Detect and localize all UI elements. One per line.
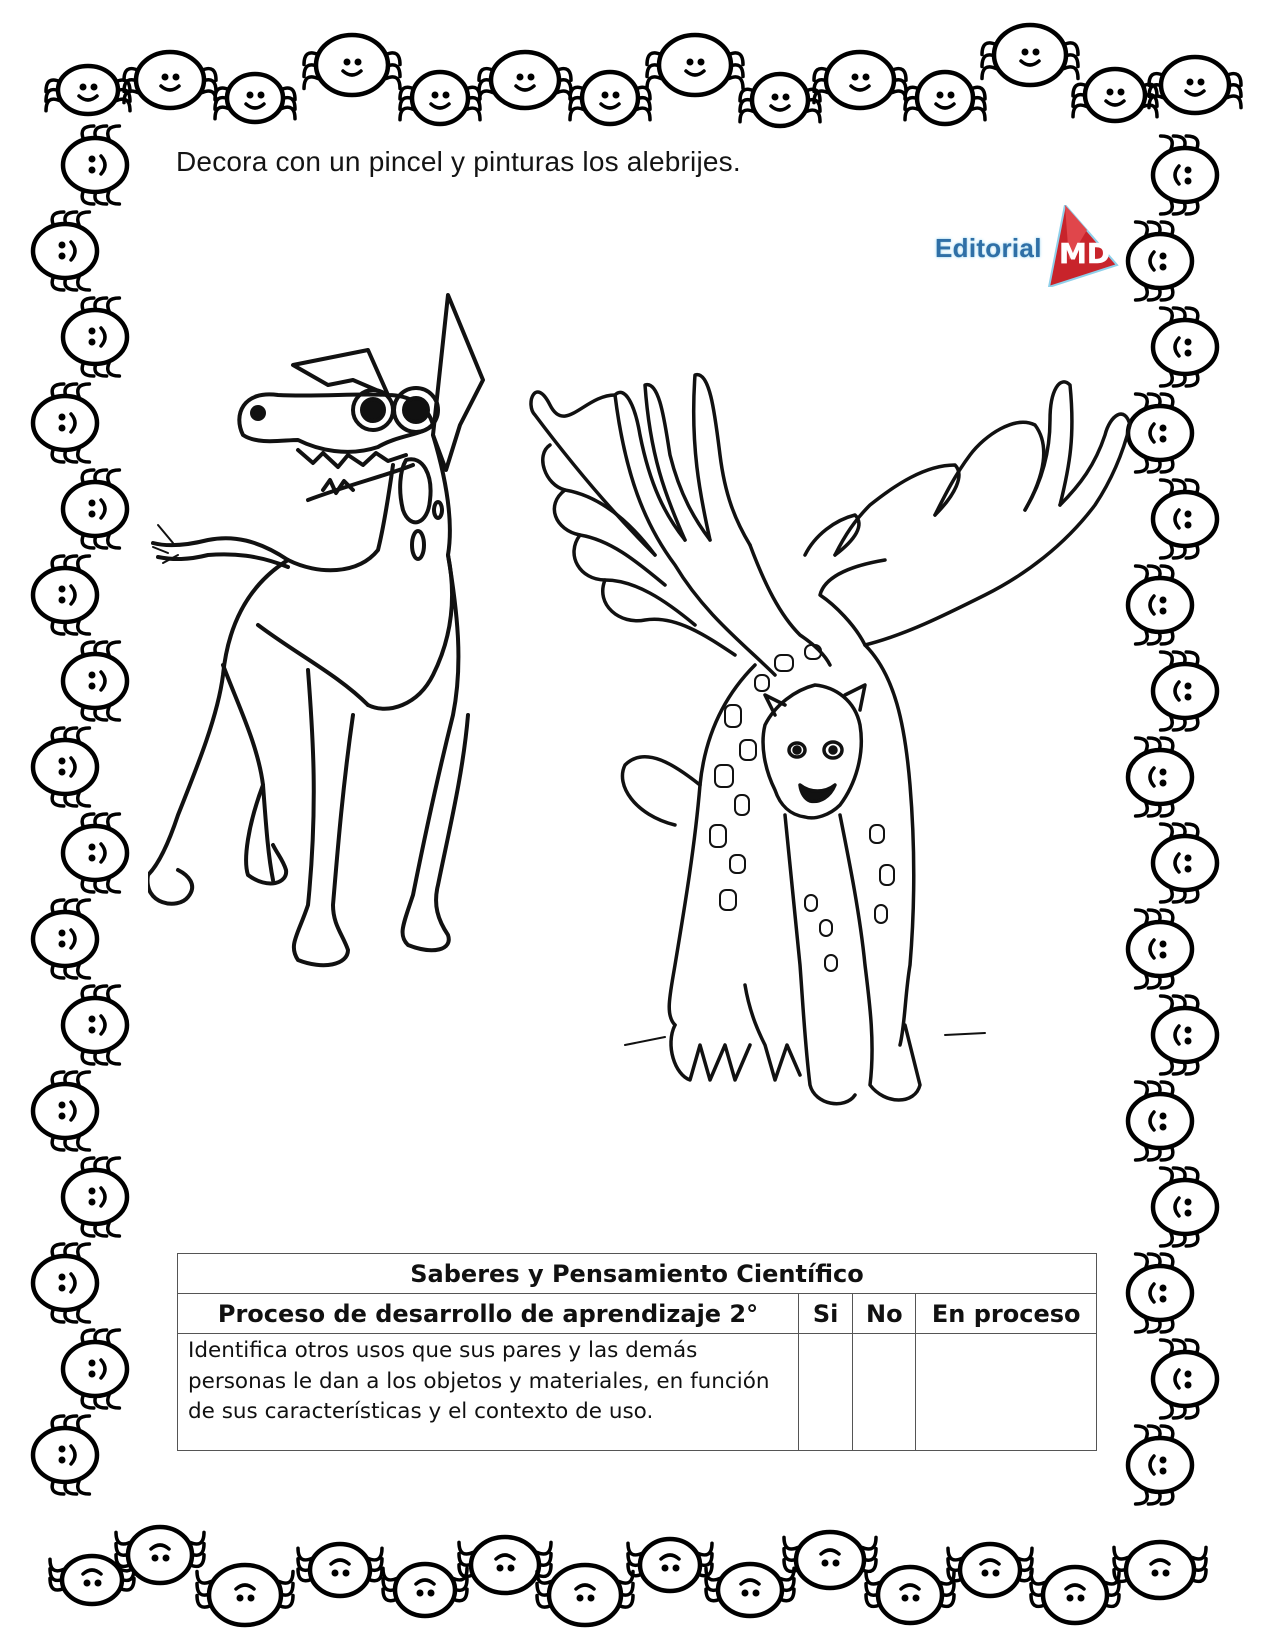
spider-icon [43,806,147,900]
spider-icon [1133,816,1237,910]
rubric-title: Saberes y Pensamiento Científico [178,1254,1097,1294]
spider-icon [1133,300,1237,394]
spider-icon [43,1322,147,1416]
spider-icon [1108,214,1212,308]
spider-icon [43,978,147,1072]
spider-icon [13,1064,117,1158]
spider-icon [13,1236,117,1330]
spider-icon [13,1408,117,1502]
spider-icon [43,290,147,384]
alebrije-winged-jaguar-illustration [525,345,1135,1135]
in-progress-checkbox-cell[interactable] [916,1334,1097,1451]
rubric-table [177,1253,1097,1451]
logo-text: Editorial [935,233,1042,263]
spider-icon [1133,472,1237,566]
spider-icon [1141,37,1249,133]
svg-text:MD: MD [1059,237,1111,270]
table-row [178,1334,1097,1451]
learning-process-description: Identifica otros usos que sus pares y las demás personas le dan a los objetos y materiales, en función de sus características y el contexto de uso. [178,1334,799,1451]
logo-mark-icon [1047,205,1119,287]
spider-icon [207,54,303,142]
spider-icon [43,118,147,212]
spider-icon [13,892,117,986]
spider-icon [13,548,117,642]
header-process: Proceso de desarrollo de aprendizaje 2° [178,1294,799,1334]
no-checkbox-cell[interactable] [853,1334,916,1451]
spider-icon [13,376,117,470]
spider-icon [1133,644,1237,738]
spider-icon [43,634,147,728]
header-in-progress: En proceso [916,1294,1097,1334]
spider-icon [1108,1418,1212,1512]
spider-icon [43,462,147,556]
header-no: No [853,1294,916,1334]
spider-icon [1133,1332,1237,1426]
spider-icon [1133,128,1237,222]
spider-icon [189,1545,301,1645]
spider-icon [13,720,117,814]
alebrije-dog-illustration [148,285,508,1105]
spider-icon [13,204,117,298]
spider-icon [1106,1522,1214,1618]
header-yes: Si [799,1294,853,1334]
spider-icon [1133,988,1237,1082]
yes-checkbox-cell[interactable] [799,1334,853,1451]
spider-icon [43,1150,147,1244]
editorial-md-logo [935,205,1120,287]
spider-icon [1133,1160,1237,1254]
instruction-text: Decora con un pincel y pinturas los alebrijes. [176,146,741,177]
spider-icon [1108,1246,1212,1340]
